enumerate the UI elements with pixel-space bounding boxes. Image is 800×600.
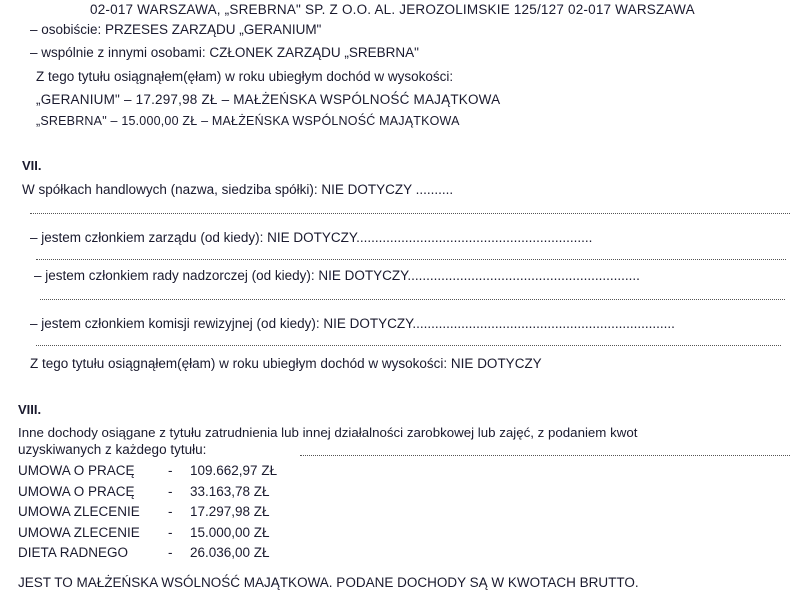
income-row [18, 484, 270, 500]
income-row-separator: - [168, 524, 173, 540]
income-geranium: „GERANIUM" – 17.297,98 ZŁ – MAŁŻEŃSKA WSPÓLNOŚĆ MAJĄTKOWA [36, 92, 501, 107]
income-row-amount: 17.297,98 ZŁ [190, 504, 270, 519]
income-note: JEST TO MAŁŻEŃSKA WSÓLNOŚĆ MAJĄTKOWA. PODANE DOCHODY SĄ W KWOTACH BRUTTO. [18, 575, 639, 590]
section-8-heading: VIII. [18, 402, 42, 417]
income-row-label: UMOWA O PRACĘ [18, 463, 135, 478]
dotted-line [40, 299, 785, 300]
income-row-amount: 33.163,78 ZŁ [190, 483, 270, 499]
income-row-amount: 15.000,00 ZŁ [190, 524, 270, 540]
income-srebrna: „SREBRNA" – 15.000,00 ZŁ – MAŁŻEŃSKA WSPÓLNOŚĆ MAJĄTKOWA [36, 114, 460, 128]
audit-committee-line: – jestem członkiem komisji rewizyjnej (od kiedy): NIE DOTYCZY...................................................................... [30, 316, 675, 331]
income-row-separator: - [168, 483, 173, 499]
income-row-separator: - [168, 463, 173, 478]
income-row [18, 545, 270, 561]
income-row-label: UMOWA ZLECENIE [18, 524, 140, 540]
dotted-line [300, 455, 790, 456]
address-line: 02-017 WARSZAWA, „SREBRNA" SP. Z O.O. AL. JEROZOLIMSKIE 125/127 02-017 WARSZAWA [90, 2, 695, 17]
income-row-separator: - [168, 504, 173, 519]
personally-line: – osobiście: PRZESES ZARZĄDU „GERANIUM" [30, 22, 322, 37]
dotted-line [30, 213, 790, 214]
income-row-label: UMOWA O PRACĘ [18, 483, 135, 499]
income-row-amount: 109.662,97 ZŁ [190, 463, 278, 478]
companies-line: W spółkach handlowych (nazwa, siedziba spółki): NIE DOTYCZY .......... [22, 182, 454, 197]
income-row [18, 525, 270, 541]
income-row-amount: 26.036,00 ZŁ [190, 545, 270, 560]
supervisory-board-line: – jestem członkiem rady nadzorczej (od kiedy): NIE DOTYCZY.............................................................. [34, 268, 640, 283]
dotted-line [36, 259, 786, 260]
income-row-separator: - [168, 545, 173, 560]
dotted-line [36, 345, 781, 346]
board-member-line: – jestem członkiem zarządu (od kiedy): NIE DOTYCZY............................................................... [30, 230, 593, 245]
income-row [18, 504, 270, 520]
section-7-income: Z tego tytułu osiągnąłem(ęłam) w roku ubiegłym dochód w wysokości: NIE DOTYCZY [30, 356, 542, 371]
income-intro: Z tego tytułu osiągnąłem(ęłam) w roku ubiegłym dochód w wysokości: [36, 69, 454, 84]
income-row [18, 463, 277, 479]
other-income-intro-2: uzyskiwanych z każdego tytułu: [18, 442, 207, 457]
income-row-label: UMOWA ZLECENIE [18, 504, 140, 519]
other-income-intro: Inne dochody osiągane z tytułu zatrudnienia lub innej działalności zarobkowej lub zajęć, z podaniem kwot [18, 425, 638, 440]
income-row-label: DIETA RADNEGO [18, 545, 129, 560]
jointly-line: – wspólnie z innymi osobami: CZŁONEK ZARZĄDU „SREBRNA" [30, 45, 419, 60]
section-7-heading: VII. [22, 158, 42, 173]
